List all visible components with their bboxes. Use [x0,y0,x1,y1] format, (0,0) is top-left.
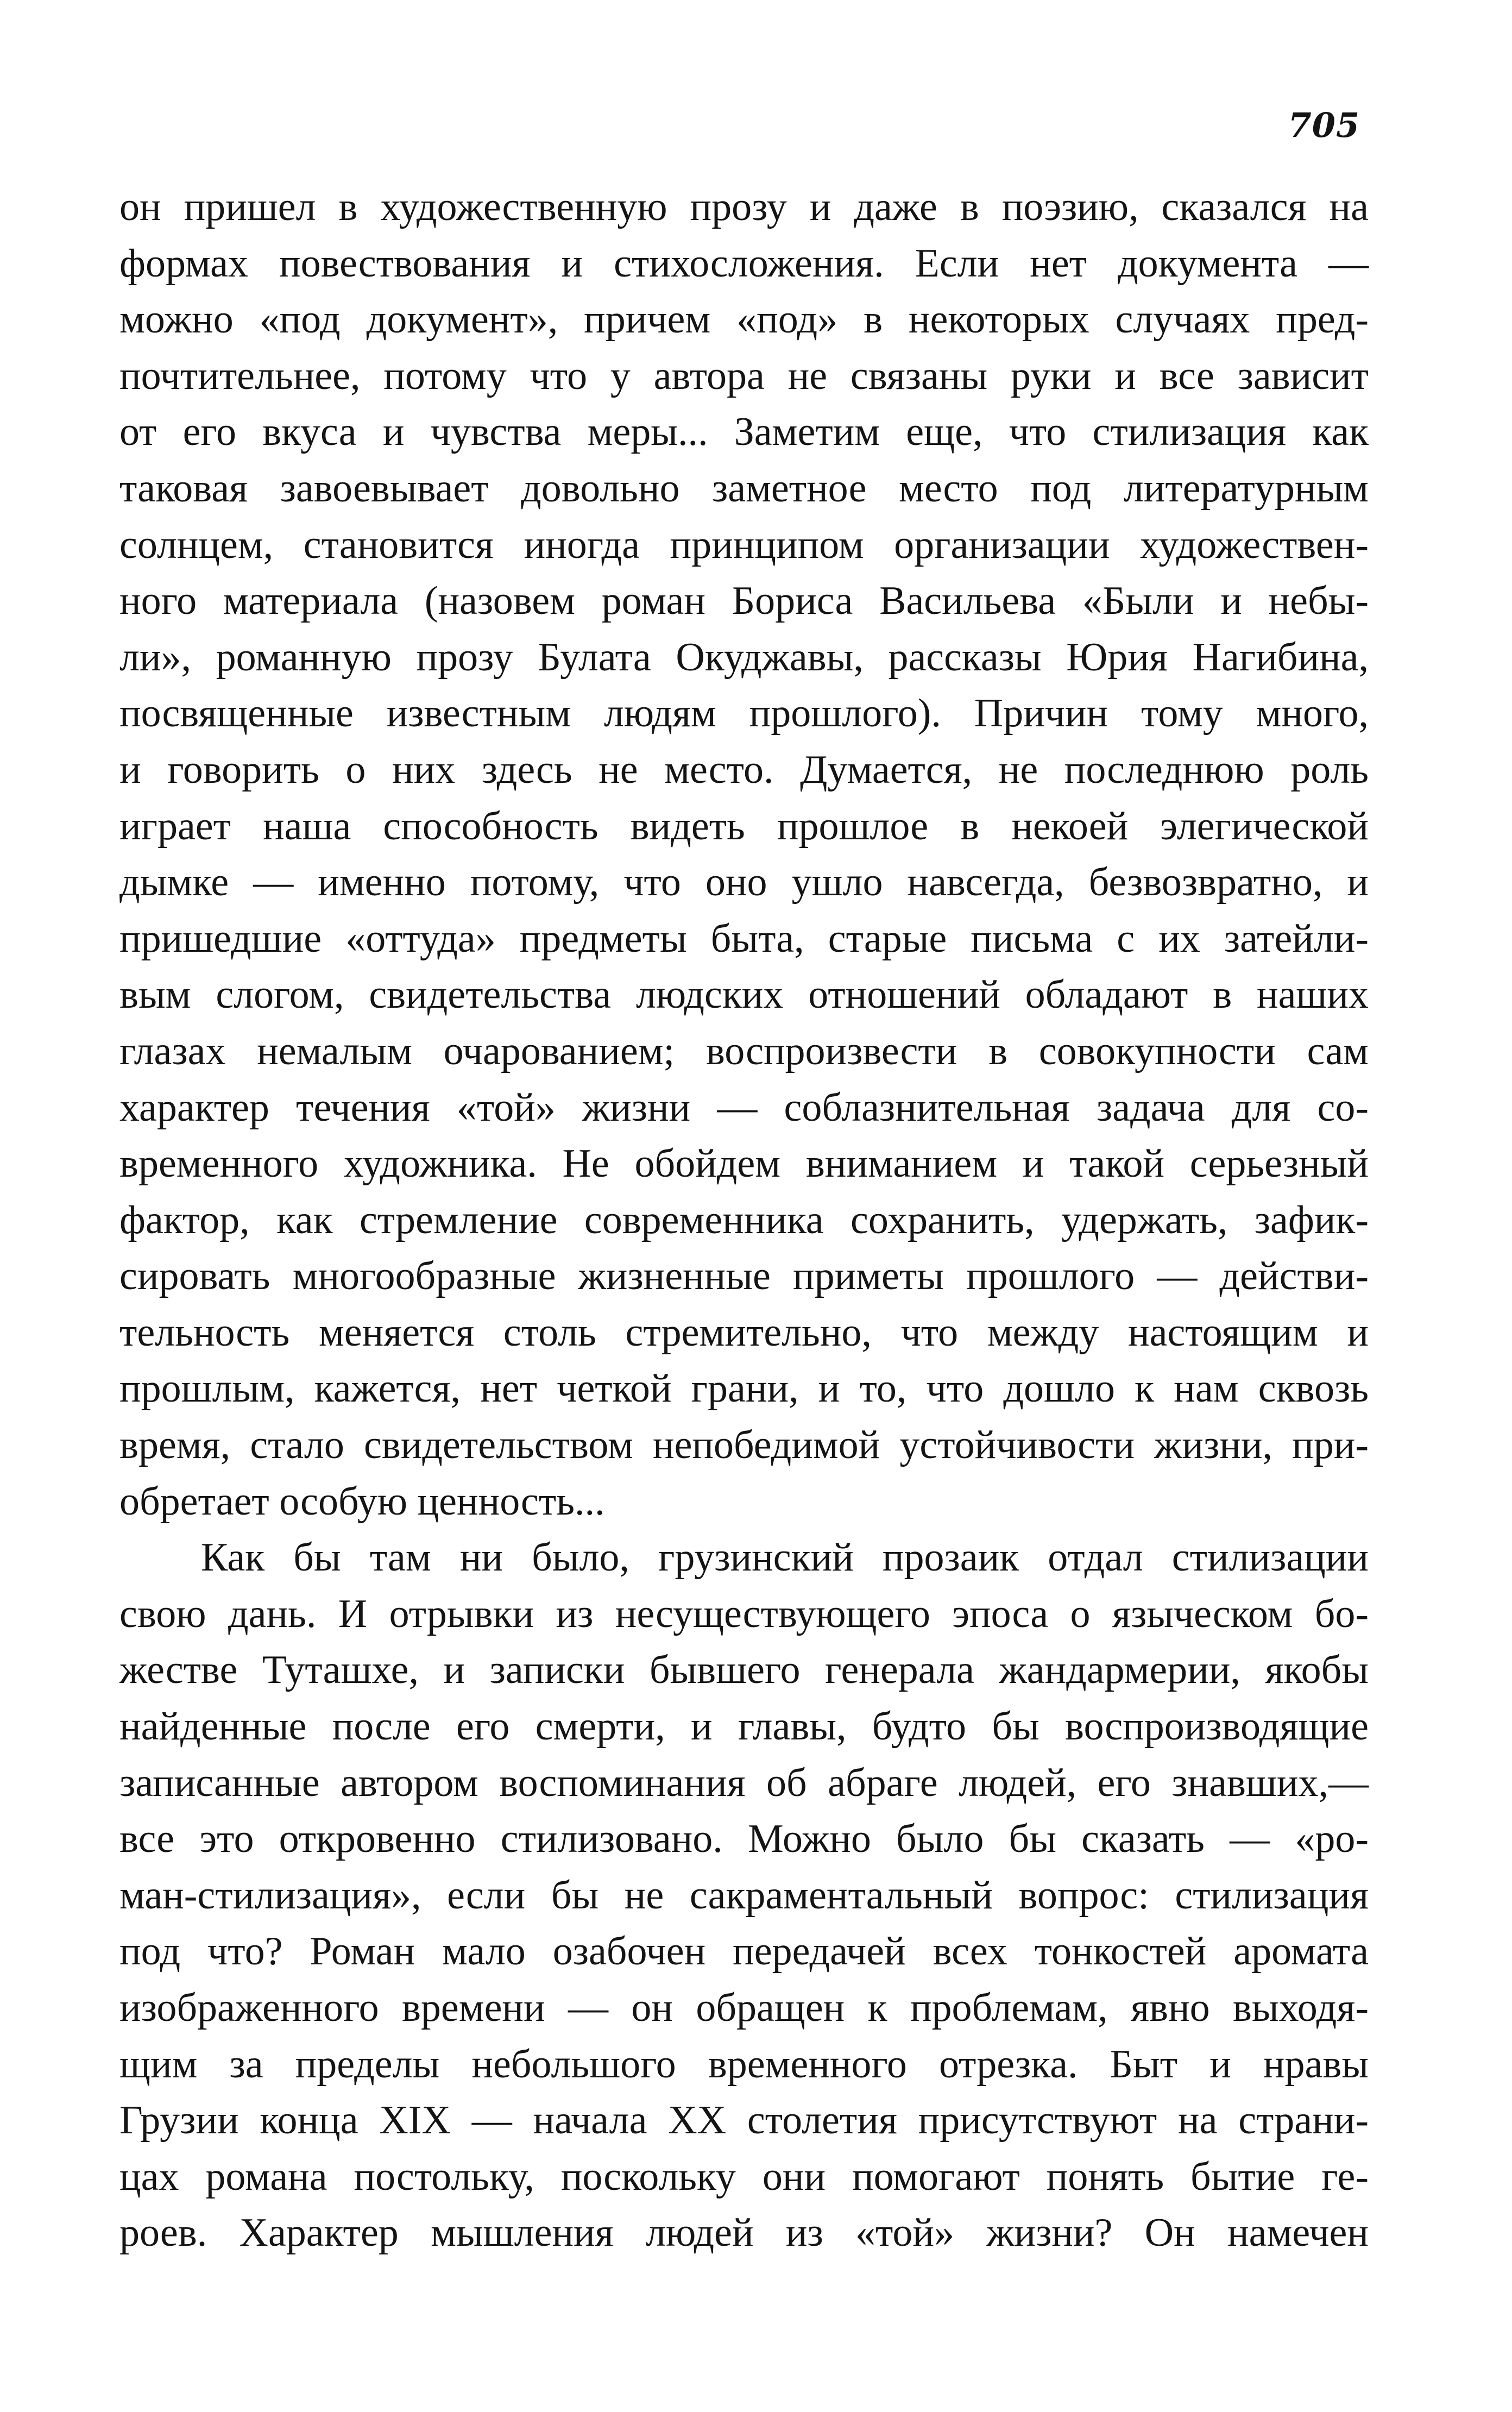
text-line: от его вкуса и чувства меры... Заметим еще, что стилизация как [119,410,1369,455]
body-text [119,179,1369,2262]
text-line: тельность меняется столь стремительно, что между настоящим и [119,1310,1369,1355]
text-line: Грузии конца XIX — начала XX столетия присутствуют на страни- [119,2098,1369,2143]
text-line: Как бы там ни было, грузинский прозаик отдал стилизации [201,1535,1369,1580]
text-line: ман-стилизация», если бы не сакраментальный вопрос: стилизация [119,1873,1369,1918]
text-line: жестве Туташхе, и записки бывшего генерала жандармерии, якобы [119,1648,1369,1693]
text-line: щим за пределы небольшого временного отрезка. Быт и нравы [119,2042,1369,2087]
text-line: роев. Характер мышления людей из «той» жизни? Он намечен [119,2210,1369,2256]
text-line: почтительнее, потому что у автора не связаны руки и все зависит [119,353,1369,398]
text-line: солнцем, становится иногда принципом организации художествен- [119,522,1369,567]
text-line: ли», романную прозу Булата Окуджавы, рассказы Юрия Нагибина, [119,635,1369,680]
text-line: найденные после его смерти, и главы, будто бы воспроизводящие [119,1704,1369,1749]
text-line: таковая завоевывает довольно заметное место под литературным [119,466,1369,511]
text-line: он пришел в художественную прозу и даже в поэзию, сказался на [119,185,1369,229]
text-line: дымке — именно потому, что оно ушло навсегда, безвозвратно, и [119,860,1369,905]
text-line: ного материала (назовем роман Бориса Васильева «Были и небы- [119,579,1369,624]
text-line: цах романа постольку, поскольку они помогают понять бытие ге- [119,2154,1369,2199]
text-line: все это откровенно стилизовано. Можно было бы сказать — «ро- [119,1817,1369,1862]
paragraph [119,1530,1369,2262]
text-line: глазах немалым очарованием; воспроизвести в совокупности сам [119,1028,1369,1073]
text-line: свою дань. И отрывки из несуществующего эпоса о языческом бо- [119,1591,1369,1636]
text-line: пришедшие «оттуда» предметы быта, старые письма с их затейли- [119,916,1369,961]
text-line: изображенного времени — он обращен к проблемам, явно выходя- [119,1986,1369,2030]
text-line: посвященные известным людям прошлого). Причин тому много, [119,691,1369,736]
text-line: можно «под документ», причем «под» в некоторых случаях пред- [119,297,1369,342]
page-number: 705 [1288,105,1360,145]
text-line: играет наша способность видеть прошлое в некоей элегической [119,803,1369,849]
text-line: характер течения «той» жизни — соблазнительная задача для со- [119,1085,1369,1130]
text-line: прошлым, кажется, нет четкой грани, и то, что дошло к нам сквозь [119,1366,1369,1411]
text-line: временного художника. Не обойдем вниманием и такой серьезный [119,1141,1369,1186]
text-line: обретает особую ценность... [119,1479,605,1524]
text-line: вым слогом, свидетельства людских отношений обладают в наших [119,972,1369,1017]
text-line: сировать многообразные жизненные приметы прошлого — действи- [119,1254,1369,1299]
text-line: и говорить о них здесь не место. Думается, не последнюю роль [119,747,1369,792]
text-line: фактор, как стремление современника сохранить, удержать, зафик- [119,1197,1369,1242]
paragraph [119,179,1369,1530]
text-line: записанные автором воспоминания об абраге людей, его знавших,— [119,1760,1369,1805]
text-line: время, стало свидетельством непобедимой устойчивости жизни, при- [119,1423,1369,1468]
text-line: формах повествования и стихосложения. Если нет документа — [119,241,1369,286]
text-line: под что? Роман мало озабочен передачей всех тонкостей аромата [119,1929,1369,1974]
